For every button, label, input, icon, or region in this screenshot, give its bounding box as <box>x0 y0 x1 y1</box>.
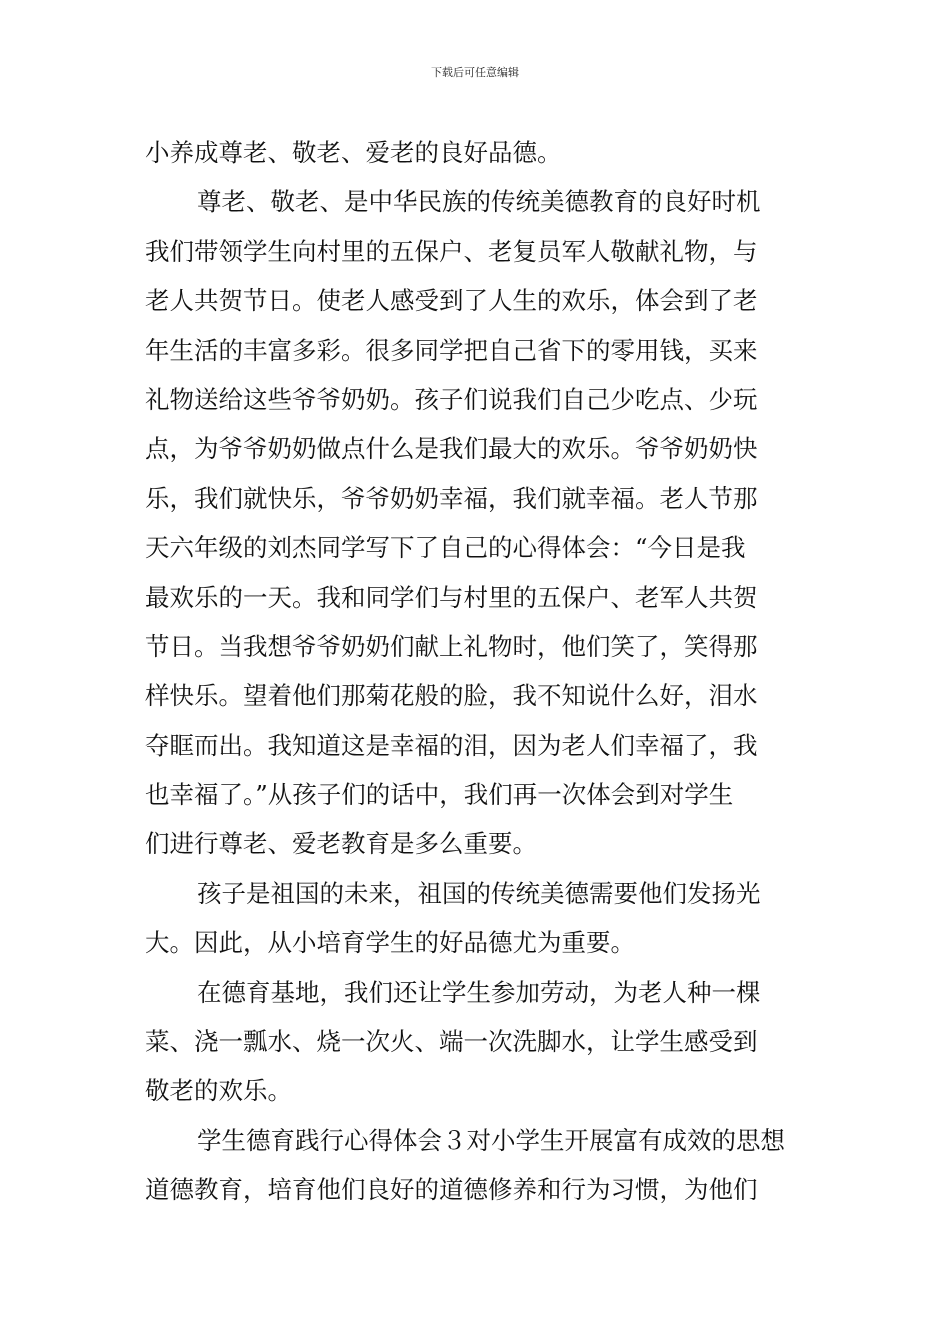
text-line: 礼物送给这些爷爷奶奶。孩子们说我们自己少吃点、少玩 <box>145 384 758 414</box>
text-line: 节日。当我想爷爷奶奶们献上礼物时，他们笑了，笑得那 <box>145 631 758 661</box>
text-line: 们进行尊老、爱老教育是多么重要。 <box>145 829 537 859</box>
text-line: 点，为爷爷奶奶做点什么是我们最大的欢乐。爷爷奶奶快 <box>145 434 758 464</box>
text-line: 也幸福了。”从孩子们的话中，我们再一次体会到对学生 <box>145 780 734 810</box>
text-line: 菜、浇一瓢水、烧一次火、端一次洗脚水，让学生感受到 <box>145 1027 758 1057</box>
text-line: 道德教育，培育他们良好的道德修养和行为习惯，为他们 <box>145 1175 758 1205</box>
page-header: 下载后可任意编辑 <box>431 66 519 79</box>
text-line: 天六年级的刘杰同学写下了自己的心得体会：“今日是我 <box>145 533 746 563</box>
text-line: 在德育基地，我们还让学生参加劳动，为老人种一棵 <box>197 977 761 1007</box>
text-line: 老人共贺节日。使老人感受到了人生的欢乐，体会到了老 <box>145 286 758 316</box>
text-line: 乐，我们就快乐，爷爷奶奶幸福，我们就幸福。老人节那 <box>145 483 758 513</box>
text-line: 最欢乐的一天。我和同学们与村里的五保户、老军人共贺 <box>145 582 758 612</box>
text-line: 敬老的欢乐。 <box>145 1076 292 1106</box>
text-line: 小养成尊老、敬老、爱老的良好品德。 <box>145 138 562 167</box>
text-line: 夺眶而出。我知道这是幸福的泪，因为老人们幸福了，我 <box>145 730 758 760</box>
text-line: 样快乐。望着他们那菊花般的脸，我不知说什么好，泪水 <box>145 681 758 711</box>
text-line: 学生德育践行心得体会３对小学生开展富有成效的思想 <box>197 1125 785 1155</box>
document-body <box>145 128 809 1215</box>
text-line: 尊老、敬老、是中华民族的传统美德教育的良好时机 <box>197 187 761 217</box>
text-line: 我们带领学生向村里的五保户、老复员军人敬献礼物，与 <box>145 236 758 266</box>
text-line: 孩子是祖国的未来，祖国的传统美德需要他们发扬光 <box>197 878 761 908</box>
text-line: 大。因此，从小培育学生的好品德尤为重要。 <box>145 928 635 958</box>
text-line: 年生活的丰富多彩。很多同学把自己省下的零用钱，买来 <box>145 335 758 365</box>
